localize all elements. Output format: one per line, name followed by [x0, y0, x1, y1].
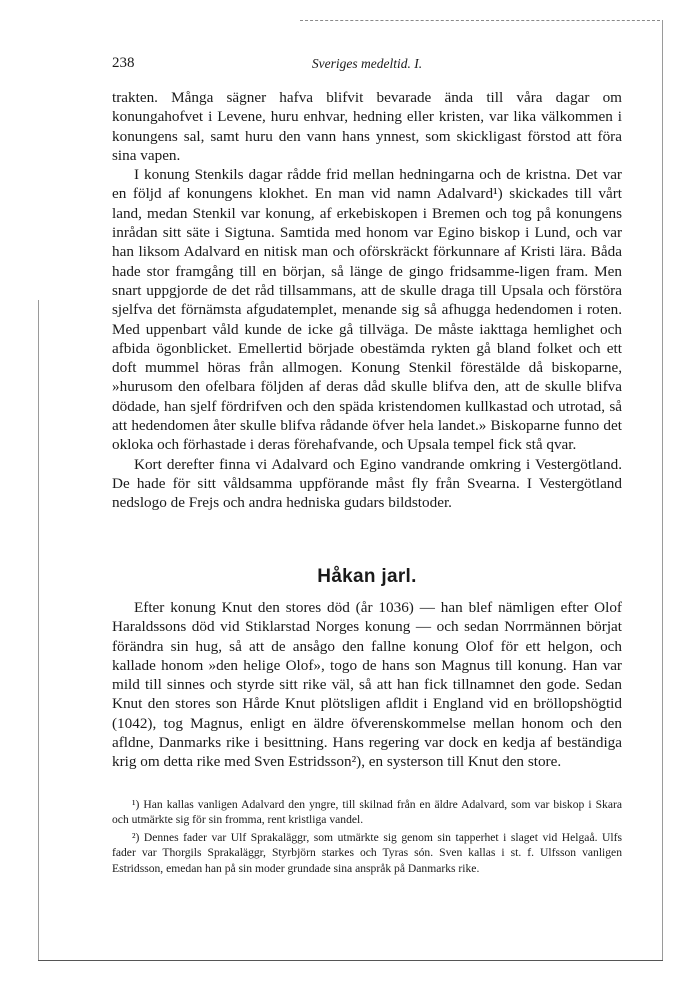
page-header: [112, 55, 622, 77]
scan-edge-bottom: [38, 960, 663, 961]
section-paragraph: Efter konung Knut den stores död (år 1036) — han blef nämligen efter Olof Haraldssons död vid Stiklarstad Norges konung — och sedan Norrmännen börjat förändra sin hug, så att de ansågo den fallne konung Olof för ett helgon, och kallade honom »den helige Olof», togo de hans son Magnus till konung. Han var mild till sinnes och styrde sitt rike väl, så att han fick tillnamnet den gode. Sedan Knut den stores son Hårde Knut plötsligen afldit i England vid en bröllopshögtid (1042), tog Magnus, enligt en äldre öfverenskommelse mellan honom och den afldne, Danmarks rike i besittning. Hans regering var dock en kedja af beständiga krig om detta rike med Sven Estridsson²), en systerson till Knut den store.: [112, 599, 622, 771]
body-paragraph: I konung Stenkils dagar rådde frid mellan hedningarna och de kristna. Det var en följd af konungens klokhet. En man vid namn Adalvard¹) skickades till vårt land, medan Stenkil var konung, af erkebiskopen i Bremen och tog på konungens inrådan sitt säte i Sigtuna. Samtida med honom var Egino biskop i Lund, och var han liksom Adalvard en nitisk man och oförskräckt förkunnare af Kristi lära. Båda hade stor framgång till en början, så länge de gingo fridsamme-ligen fram. Men snart uppgjorde de det råd tillsammans, att de skulle draga till Upsala och förstöra sjelfva det förnämsta afgudatemplet, menande sig så afhugga hedendomen i roten. Med uppenbart våld kunde de icke gå tillväga. De måste iakttaga hemlighet och afbida ögonblicket. Emellertid började obestämda rykten gå bland folket och ett doft mummel höras från allmogen. Konung Stenkil förestälde då biskoparne, »hurusom den ofelbara följden af deras dåd skulle blifva den, att de skulle blifva dödade, han sjelf fördrifven och den späda kristendomen kullkastad och utrotad, så att hedendomen åter skulle blifva rådande öfver hela landet.» Biskoparne funno det okloka och förhastade i deras förehafvande, och Upsala tempel fick stå qvar.: [112, 166, 622, 454]
footnote-1: ¹) Han kallas vanligen Adalvard den yngre, till skilnad från en äldre Adalvard, som var biskop i Skara och utmärkte sig för sin fromma, rent kristliga vandel.: [112, 798, 622, 827]
scan-edge-left: [38, 300, 39, 960]
footnote-2: ²) Dennes fader var Ulf Sprakaläggr, som utmärkte sig genom sin tapperhet i slaget vid Helgaå. Ulfs fader var Thorgils Sprakaläggr, Styrbjörn starkes och Tyras són. Sven kallas i st. f. Ulfsson vanligen Estridsson, emedan han på sin moder grundade sina anspråk på Danmarks rike.: [112, 830, 622, 875]
scan-edge-top: [300, 20, 660, 21]
body-text: [112, 88, 622, 513]
section-heading: Håkan jarl.: [317, 566, 417, 587]
body-paragraph: trakten. Många sägner hafva blifvit bevarade ända till våra dagar om konungahofvet i Levene, huru enhvar, hedning eller kristen, var lika välkommen i konungens sal, samt huru den vann hans ynnest, som skickligast förstod att föra sina vapen.: [112, 89, 622, 164]
scan-edge-right: [662, 20, 663, 960]
body-paragraph: Kort derefter finna vi Adalvard och Egino vandrande omkring i Vestergötland. De hade för sitt våldsamma uppförande måst fly från Svearna. I Vestergötland nedslogo de Frejs och andra hedniska gudars bildstoder.: [112, 455, 622, 512]
running-title: Sveriges medeltid. I.: [311, 56, 423, 71]
section-text: [112, 598, 622, 772]
footnotes: [112, 797, 622, 878]
page-number: 238: [112, 55, 135, 71]
